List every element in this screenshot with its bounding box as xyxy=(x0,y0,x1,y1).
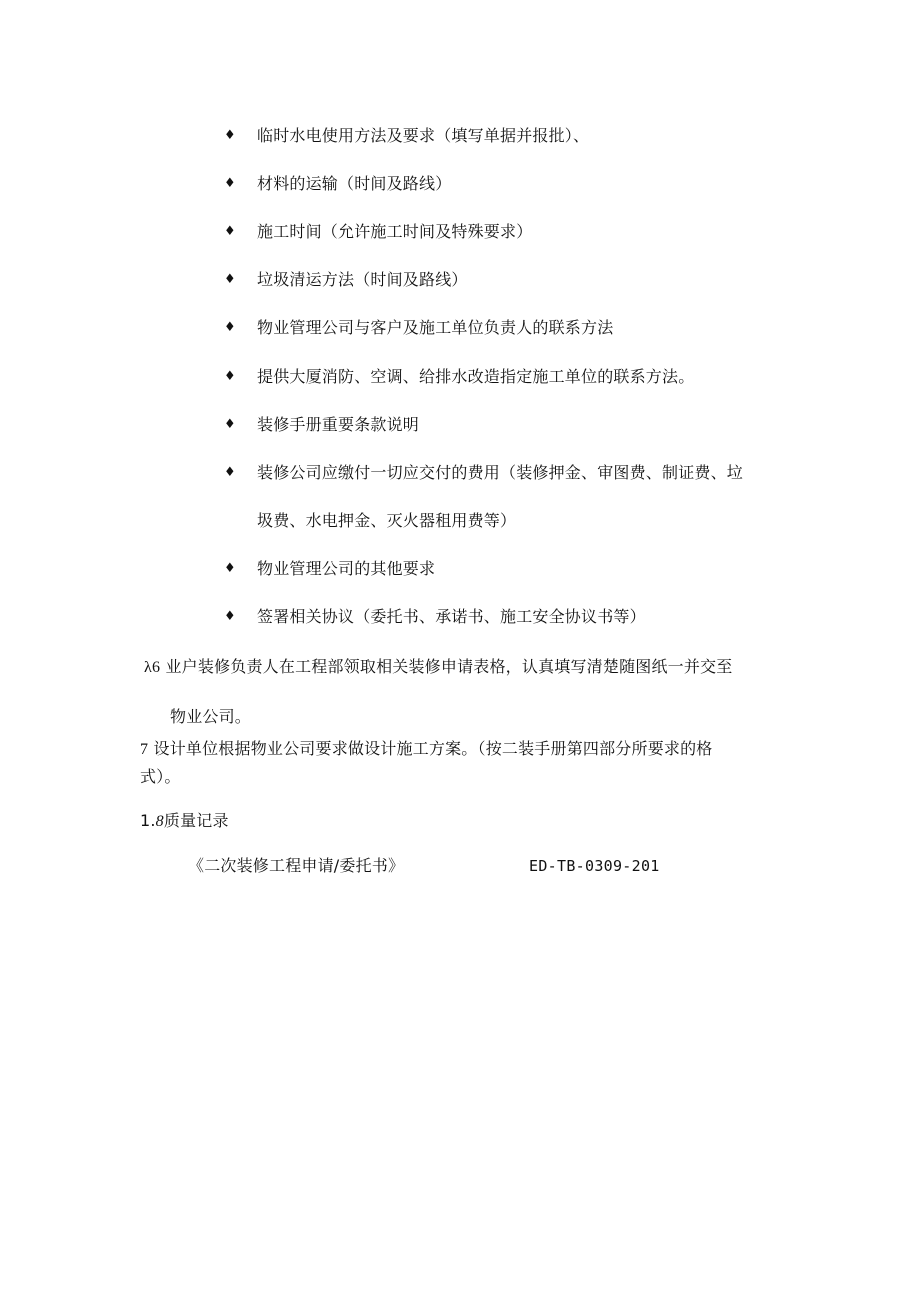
list-item-text: 装修手册重要条款说明 xyxy=(257,415,420,434)
step-7-line-1 xyxy=(140,736,713,763)
list-item xyxy=(0,412,920,442)
list-item xyxy=(0,267,920,297)
list-item-text: 物业管理公司与客户及施工单位负责人的联系方法 xyxy=(257,318,614,337)
diamond-bullet-icon: ♦ xyxy=(224,561,236,576)
step-7-line-2: 式）。 xyxy=(140,767,181,786)
diamond-bullet-icon: ♦ xyxy=(224,224,236,239)
diamond-bullet-icon: ♦ xyxy=(224,465,236,480)
list-item-text-continuation: 圾费、水电押金、灭火器租用费等） xyxy=(257,511,517,530)
list-item-text: 材料的运输（时间及路线） xyxy=(257,174,452,193)
list-item-text: 装修公司应缴付一切应交付的费用（装修押金、审图费、制证费、垃 xyxy=(257,463,744,482)
diamond-bullet-icon: ♦ xyxy=(224,609,236,624)
list-item xyxy=(0,171,920,201)
list-item xyxy=(0,604,920,634)
record-code: ED-TB-0309-201 xyxy=(529,857,660,875)
diamond-bullet-icon: ♦ xyxy=(224,272,236,287)
list-item xyxy=(0,219,920,249)
record-name: 《二次装修工程申请/委托书》 xyxy=(188,856,405,875)
list-item-text: 垃圾清运方法（时间及路线） xyxy=(257,270,468,289)
list-item-text: 临时水电使用方法及要求（填写单据并报批）、 xyxy=(257,126,590,145)
list-item xyxy=(0,556,920,586)
list-item xyxy=(0,315,920,345)
bullet-list xyxy=(0,0,920,640)
step-6-line-2: 物业公司。 xyxy=(170,707,252,726)
list-item-text: 签署相关协议（委托书、承诺书、施工安全协议书等） xyxy=(257,607,646,626)
section-number-major: 1. xyxy=(140,811,156,830)
diamond-bullet-icon: ♦ xyxy=(224,417,236,432)
list-item-text: 物业管理公司的其他要求 xyxy=(257,559,436,578)
step-6-text: 业户装修负责人在工程部领取相关装修申请表格，认真填写清楚随图纸一并交至 xyxy=(165,657,733,676)
diamond-bullet-icon: ♦ xyxy=(224,320,236,335)
list-item-text: 施工时间（允许施工时间及特殊要求） xyxy=(257,222,533,241)
list-item xyxy=(0,364,920,394)
step-7-prefix: 7 xyxy=(140,741,149,758)
list-item xyxy=(0,460,920,540)
section-number-minor: 8 xyxy=(155,813,164,830)
section-heading xyxy=(140,808,229,835)
step-6-line-1 xyxy=(144,654,732,681)
diamond-bullet-icon: ♦ xyxy=(224,128,236,143)
diamond-bullet-icon: ♦ xyxy=(224,369,236,384)
step-6-prefix: λ6 xyxy=(144,659,161,676)
section-title: 质量记录 xyxy=(163,811,229,830)
diamond-bullet-icon: ♦ xyxy=(224,176,236,191)
list-item xyxy=(0,123,920,153)
list-item-text: 提供大厦消防、空调、给排水改造指定施工单位的联系方法。 xyxy=(257,367,695,386)
step-7-text: 设计单位根据物业公司要求做设计施工方案。（按二装手册第四部分所要求的格 xyxy=(153,739,713,758)
